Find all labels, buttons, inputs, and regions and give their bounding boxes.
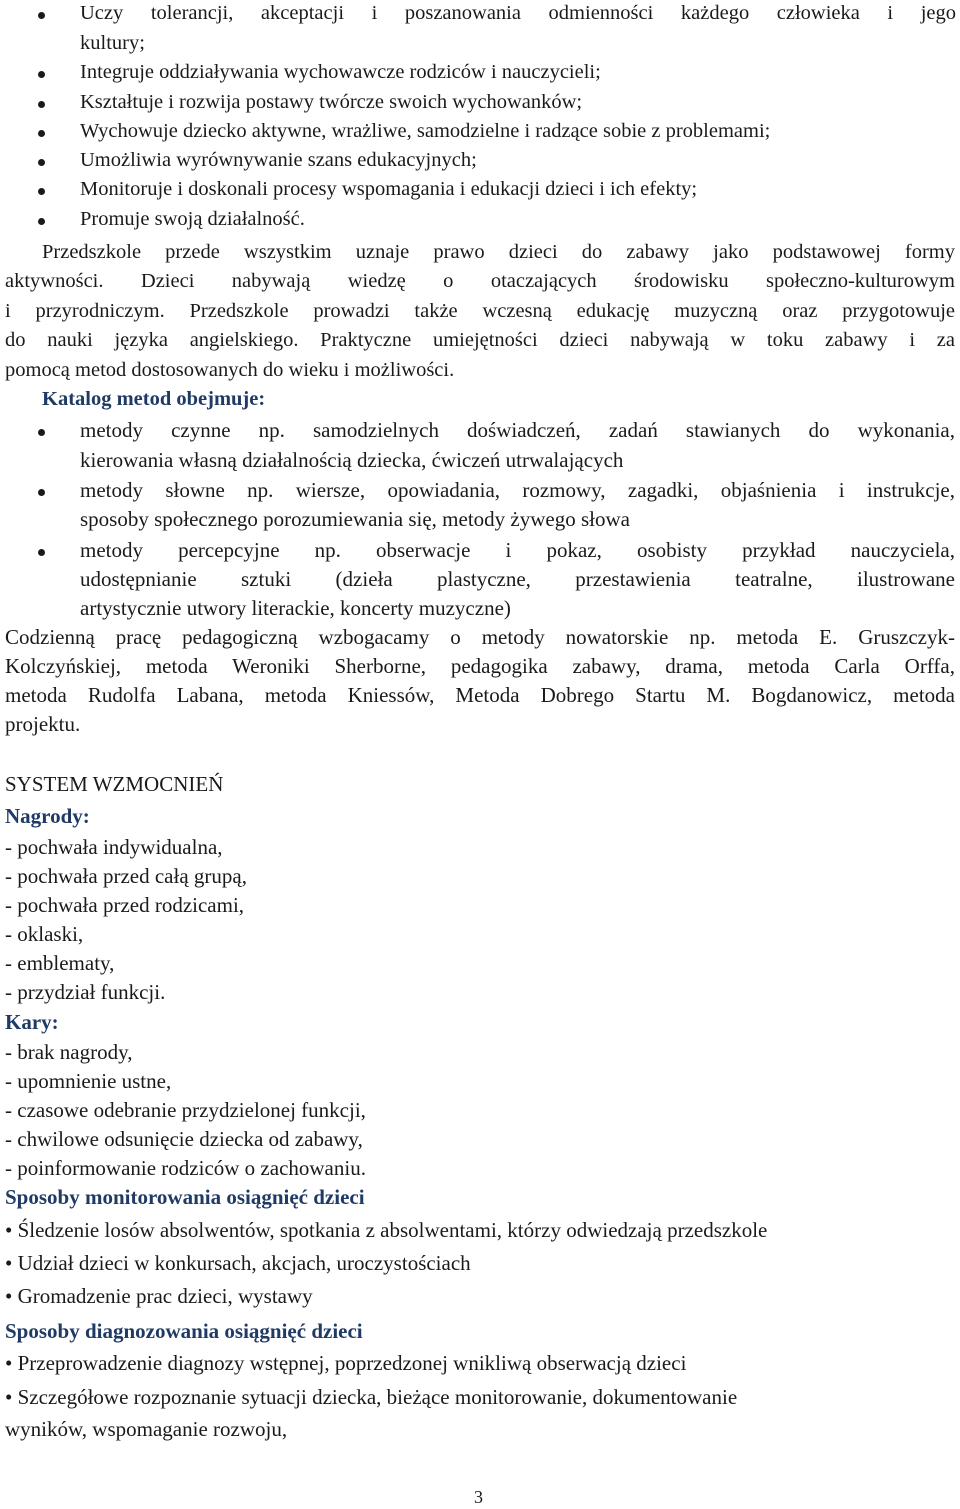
diagnosis-heading: Sposoby diagnozowania osiągnięć dzieci [5, 1319, 363, 1343]
bullet-item-text: Integruje oddziaływania wychowawcze rodziców i nauczycieli; [80, 61, 601, 83]
section-heading: Katalog metod obejmuje: [42, 388, 266, 410]
paragraph-line: Kolczyńskiej, metoda Weroniki Sherborne, pedagogika zabawy, drama, metoda Carla Orffa, [5, 656, 955, 678]
rewards-heading: Nagrody: [5, 804, 90, 828]
penalties-heading: Kary: [5, 1010, 59, 1034]
bullet-icon [38, 489, 45, 496]
paragraph-line: pomocą metod dostosowanych do wieku i możliwości. [5, 359, 455, 381]
method-item-text: metody słowne np. wiersze, opowiadania, rozmowy, zagadki, objaśnienia i instrukcje, [80, 480, 955, 502]
method-item-text: udostępnianie sztuki (dzieła plastyczne, przestawienia teatralne, ilustrowane [80, 569, 955, 591]
bullet-item-text: Wychowuje dziecko aktywne, wrażliwe, samodzielne i radzące sobie z problemami; [80, 120, 771, 142]
penalty-item: - czasowe odebranie przydzielonej funkcji, [5, 1098, 366, 1122]
reward-item: - przydział funkcji. [5, 980, 166, 1004]
paragraph-line: Przedszkole przede wszystkim uznaje prawo dzieci do zabawy jako podstawowej formy [42, 242, 955, 263]
penalty-item: - upomnienie ustne, [5, 1069, 172, 1093]
system-title: SYSTEM WZMOCNIEŃ [5, 772, 224, 796]
paragraph-line: projektu. [5, 712, 81, 736]
penalty-item: - chwilowe odsunięcie dziecka od zabawy, [5, 1127, 363, 1151]
diagnosis-item: wyników, wspomaganie rozwoju, [5, 1417, 288, 1441]
penalty-item: - poinformowanie rodziców o zachowaniu. [5, 1156, 366, 1180]
method-item-text: metody czynne np. samodzielnych doświadczeń, zadań stawianych do wykonania, [80, 420, 955, 442]
bullet-icon [38, 218, 45, 225]
monitoring-item: • Śledzenie losów absolwentów, spotkania z absolwentami, którzy odwiedzają przedszkole [5, 1218, 768, 1242]
monitoring-heading: Sposoby monitorowania osiągnięć dzieci [5, 1185, 365, 1209]
bullet-icon [38, 429, 45, 436]
method-item-text: sposoby społecznego porozumiewania się, metody żywego słowa [80, 507, 630, 531]
page-number: 3 [474, 1487, 483, 1507]
method-item-text: artystycznie utwory literackie, koncerty muzyczne) [80, 596, 511, 620]
reward-item: - pochwała indywidualna, [5, 835, 223, 859]
diagnosis-item: • Przeprowadzenie diagnozy wstępnej, poprzedzonej wnikliwą obserwacją dzieci [5, 1351, 687, 1375]
method-item-text: metody percepcyjne np. obserwacje i pokaz, osobisty przykład nauczyciela, [80, 540, 955, 562]
reward-item: - pochwała przed całą grupą, [5, 864, 247, 888]
diagnosis-item: • Szczegółowe rozpoznanie sytuacji dziecka, bieżące monitorowanie, dokumentowanie [5, 1385, 738, 1409]
reward-item: - pochwała przed rodzicami, [5, 893, 245, 917]
bullet-item-text: Umożliwia wyrównywanie szans edukacyjnych; [80, 149, 477, 171]
bullet-item-text: kultury; [80, 32, 145, 54]
bullet-icon [38, 101, 45, 108]
paragraph-line: do nauki języka angielskiego. Praktyczne umiejętności dzieci nabywają w toku zabawy i za [5, 330, 955, 351]
bullet-item-text: Monitoruje i doskonali procesy wspomagania i edukacji dzieci i ich efekty; [80, 178, 698, 200]
bullet-icon [38, 549, 45, 556]
reward-item: - oklaski, [5, 922, 84, 946]
paragraph-line: i przyrodniczym. Przedszkole prowadzi także wczesną edukację muzyczną oraz przygotowuje [5, 301, 955, 322]
bullet-item-text: Promuje swoją działalność. [80, 208, 305, 230]
monitoring-item: • Udział dzieci w konkursach, akcjach, uroczystościach [5, 1251, 471, 1275]
reward-item: - emblematy, [5, 951, 115, 975]
paragraph-line: Codzienną pracę pedagogiczną wzbogacamy o metody nowatorskie np. metoda E. Gruszczyk- [5, 627, 955, 649]
penalty-item: - brak nagrody, [5, 1040, 133, 1064]
bullet-icon [38, 130, 45, 137]
bullet-icon [38, 12, 45, 19]
bullet-icon [38, 188, 45, 195]
paragraph-line: metoda Rudolfa Labana, metoda Kniessów, Metoda Dobrego Startu M. Bogdanowicz, metoda [5, 685, 955, 707]
bullet-icon [38, 71, 45, 78]
method-item-text: kierowania własną działalnością dziecka, ćwiczeń utrwalających [80, 448, 624, 472]
monitoring-item: • Gromadzenie prac dzieci, wystawy [5, 1284, 313, 1308]
bullet-item-text: Uczy tolerancji, akceptacji i poszanowania odmienności każdego człowieka i jego [80, 3, 956, 24]
paragraph-line: aktywności. Dzieci nabywają wiedzę o otaczających środowisku społeczno-kulturowym [5, 271, 955, 292]
bullet-item-text: Kształtuje i rozwija postawy twórcze swoich wychowanków; [80, 91, 583, 113]
bullet-icon [38, 159, 45, 166]
